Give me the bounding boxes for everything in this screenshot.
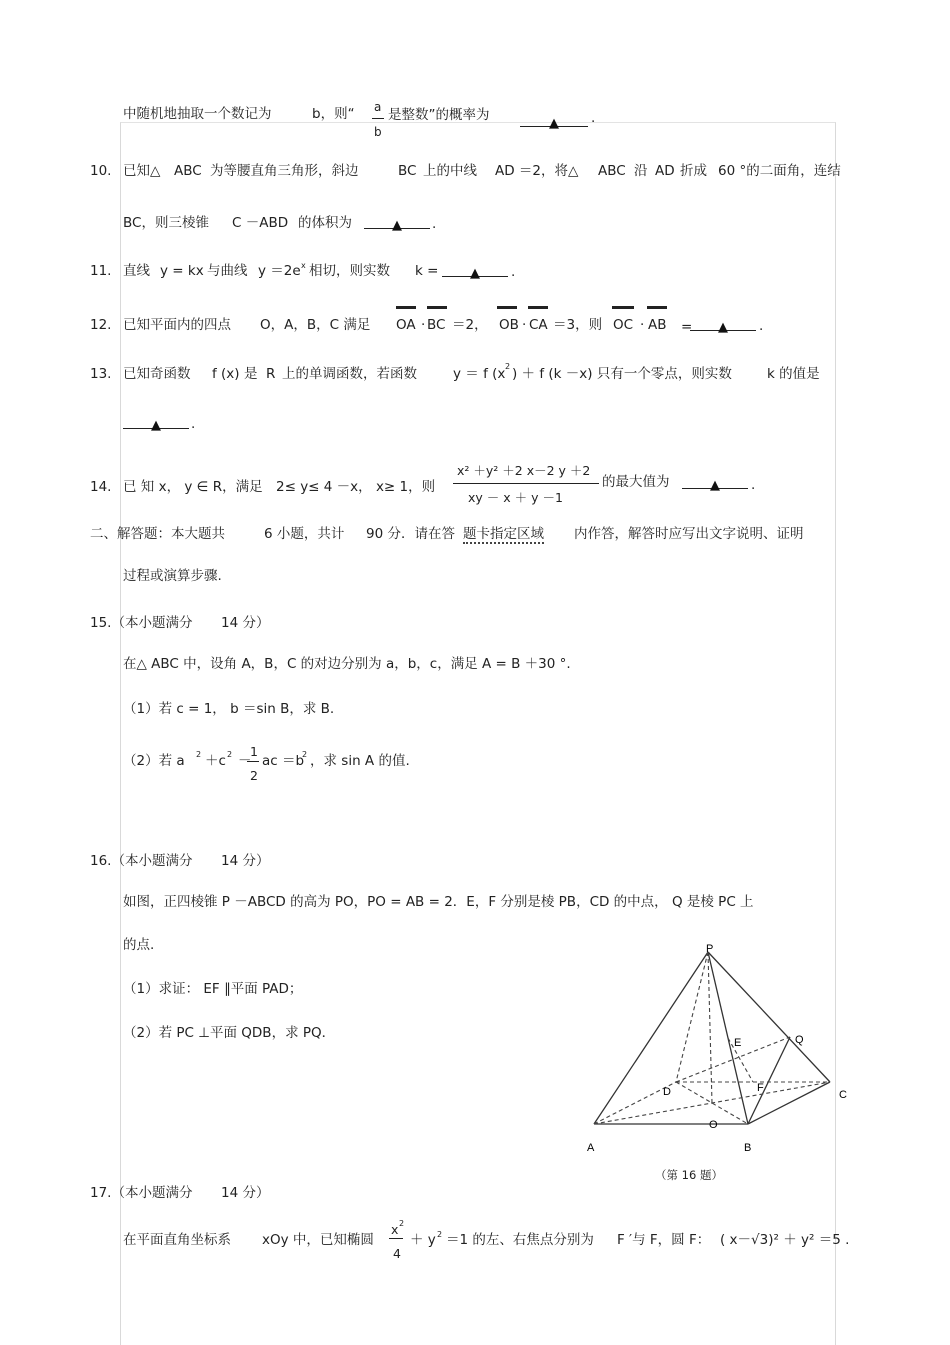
q9-text-b: b，则“ [312, 106, 355, 122]
sec2-text: 二、解答题：本大题共 [90, 526, 225, 542]
q11-text: k = [415, 263, 439, 279]
q17-text: F ′与 F，圆 F： [617, 1232, 711, 1248]
q12-vec: OC [613, 317, 634, 333]
q15-part2: ，求 sin A 的值. [310, 753, 410, 769]
q10-text: 为等腰直角三角形，斜边 [210, 163, 359, 179]
q16-part1: （1）求证： EF ∥平面 PAD； [123, 981, 303, 997]
figure-caption: （第 16 题） [655, 1168, 723, 1182]
q13-text: 已知奇函数 [123, 366, 191, 382]
vector-arrow-icon [612, 306, 634, 309]
q15-points: 14 分） [221, 615, 270, 631]
q10-answer-blank[interactable] [364, 214, 430, 233]
q11-period: . [511, 264, 516, 280]
triangle-icon: ▲ [710, 478, 720, 493]
q17-header: 17.（本小题满分 [90, 1185, 193, 1201]
q11-text: y = kx [160, 263, 204, 279]
q15-part2: ac ＝b [262, 753, 305, 769]
q10-text: 的体积为 [298, 215, 352, 231]
q17-text: ＋ y [410, 1232, 436, 1248]
q13-text: 是 [244, 366, 258, 382]
height-po [708, 952, 712, 1103]
edge-pa [594, 952, 708, 1124]
q13-text: k 的值是 [767, 366, 820, 382]
q11-number: 11. [90, 263, 112, 279]
q13-text: f (x) [212, 366, 240, 382]
q9-answer-blank[interactable] [520, 112, 588, 131]
q14-period: . [751, 477, 756, 493]
edge-pd [676, 952, 708, 1082]
sec2-text: 90 分．请在答 [366, 526, 455, 542]
vector-arrow-icon [497, 306, 517, 309]
sec2-emphasis: 题卡指定区域 [463, 526, 544, 542]
q16-part2: （2）若 PC ⊥平面 QDB，求 PQ． [123, 1025, 336, 1041]
sec2-text: 内作答，解答时应写出文字说明、证明 [574, 526, 804, 542]
q12-text: 已知平面内的四点 [123, 317, 231, 333]
q11-text: 直线 [123, 263, 150, 279]
q16-stem: 如图，正四棱锥 P －ABCD 的高为 PO，PO = AB = 2．E，F 分别是棱 PB，CD 的中点， Q 是棱 PC 上 [123, 894, 754, 910]
q10-text: 折成 [680, 163, 707, 179]
sec2-text: 6 小题，共计 [264, 526, 345, 542]
q10-text: 上的中线 [423, 163, 477, 179]
q13-period: . [191, 416, 196, 432]
q9-frac-den: b [374, 125, 382, 139]
q14-text: 已 知 x， y ∈ R，满足 [123, 479, 263, 495]
q11-text: 与曲线 [207, 263, 248, 279]
q10-text: C －ABD [232, 215, 289, 231]
q12-period: . [759, 318, 764, 334]
triangle-icon: ▲ [392, 218, 402, 233]
label-q: Q [795, 1034, 804, 1046]
edge-pc [708, 952, 830, 1082]
q14-frac-num: x² ＋y² ＋2 x－2 y ＋2 [457, 463, 591, 478]
q10-text: ABC [174, 163, 202, 179]
q10-text: 沿 [634, 163, 648, 179]
q10-text: 60 °的二面角，连结 [718, 163, 841, 179]
q14-answer-blank[interactable] [682, 474, 748, 493]
q11-text: 相切，则实数 [309, 263, 390, 279]
q12-vec: AB [648, 317, 667, 333]
q11-sup: x [301, 261, 306, 270]
q12-text: O，A，B，C 满足 [260, 317, 371, 333]
q9-text-tail: 是整数”的概率为 [388, 107, 490, 123]
label-c: C [839, 1089, 847, 1101]
vector-arrow-icon [427, 306, 447, 309]
q12-text: ＝3，则 [553, 317, 603, 333]
q13-text: y ＝ f (x [453, 366, 506, 382]
label-o: O [709, 1119, 718, 1131]
q12-vec: CA [529, 317, 548, 333]
q15-header: 15.（本小题满分 [90, 615, 193, 631]
q16-points: 14 分） [221, 853, 270, 869]
q9-period: . [591, 110, 596, 126]
q15-part2: （2）若 a [123, 753, 185, 769]
q11-answer-blank[interactable] [442, 262, 508, 281]
q10-text: ABC [598, 163, 626, 179]
q16-stem: 的点. [123, 937, 155, 953]
q16-header: 16.（本小题满分 [90, 853, 193, 869]
sec2-text: 过程或演算步骤. [123, 568, 222, 584]
pyramid-figure [560, 935, 860, 1165]
q15-part2: ＋c [205, 753, 226, 769]
q12-vec: BC [427, 317, 446, 333]
q13-number: 13. [90, 366, 112, 382]
q15-frac-bar [247, 761, 259, 762]
q11-text: y ＝2e [258, 263, 301, 279]
q15-frac-den: 2 [250, 768, 258, 783]
q12-text: = [681, 319, 693, 335]
q13-text: R [266, 366, 276, 382]
vector-arrow-icon [396, 306, 416, 309]
q12-number: 12. [90, 317, 112, 333]
q12-vec: OB [499, 317, 519, 333]
q10-number: 10. [90, 163, 112, 179]
q15-part1: （1）若 c = 1， b ＝sin B，求 B. [123, 701, 335, 717]
q9-text: 中随机地抽取一个数记为 [123, 106, 272, 122]
q10-text: AD ＝2，将△ [495, 163, 579, 179]
q10-period: . [432, 216, 437, 232]
triangle-icon: ▲ [718, 320, 728, 335]
q14-frac-den: xy － x ＋ y －1 [468, 490, 563, 505]
triangle-icon: ▲ [470, 266, 480, 281]
q17-frac-den: 4 [393, 1246, 401, 1261]
q13-answer-blank[interactable] [123, 414, 189, 433]
q15-frac-num: 1 [250, 744, 258, 759]
label-f: F [757, 1082, 764, 1094]
q17-text: 在平面直角坐标系 [123, 1232, 231, 1248]
label-p: P [706, 943, 714, 955]
q17-frac-bar [389, 1238, 403, 1239]
label-e: E [734, 1037, 742, 1049]
q13-text: 上的单调函数，若函数 [282, 366, 417, 382]
q12-answer-blank[interactable] [690, 316, 756, 335]
triangle-icon: ▲ [151, 418, 161, 433]
q10-text: BC [398, 163, 417, 179]
q14-text: 2≤ y≤ 4 －x， x≥ 1，则 [276, 479, 436, 495]
vector-arrow-icon [647, 306, 667, 309]
q9-frac-num: a [374, 100, 382, 114]
label-a: A [587, 1142, 595, 1154]
label-d: D [663, 1086, 671, 1098]
q14-number: 14. [90, 479, 112, 495]
q15-stem: 在△ ABC 中，设角 A，B，C 的对边分别为 a，b，c，满足 A = B ＋30 °. [123, 656, 571, 672]
q17-frac-num: x [391, 1222, 399, 1237]
q12-text: ＝2， [452, 317, 488, 333]
vector-arrow-icon [528, 306, 548, 309]
q15-part2: － [238, 753, 252, 769]
q17-text: ( x－√3)² ＋ y² ＝5 . [720, 1232, 850, 1248]
q17-points: 14 分） [221, 1185, 270, 1201]
q14-frac-bar [453, 483, 599, 484]
triangle-icon: ▲ [549, 116, 559, 131]
q10-text: BC，则三棱锥 [123, 215, 209, 231]
q14-text: 的最大值为 [602, 474, 670, 490]
q13-text: ) ＋ f (k －x) 只有一个零点，则实数 [512, 366, 732, 382]
q13-sup: 2 [505, 362, 511, 371]
q12-vec: OA [396, 317, 416, 333]
q10-text: 已知△ [123, 163, 161, 179]
q10-text: AD [655, 163, 675, 179]
q17-text: ＝1 的左、右焦点分别为 [446, 1232, 594, 1248]
q17-text: xOy 中，已知椭圆 [262, 1232, 374, 1248]
label-b: B [744, 1142, 752, 1154]
segment-bq [748, 1037, 790, 1124]
q9-frac-bar [372, 118, 384, 119]
